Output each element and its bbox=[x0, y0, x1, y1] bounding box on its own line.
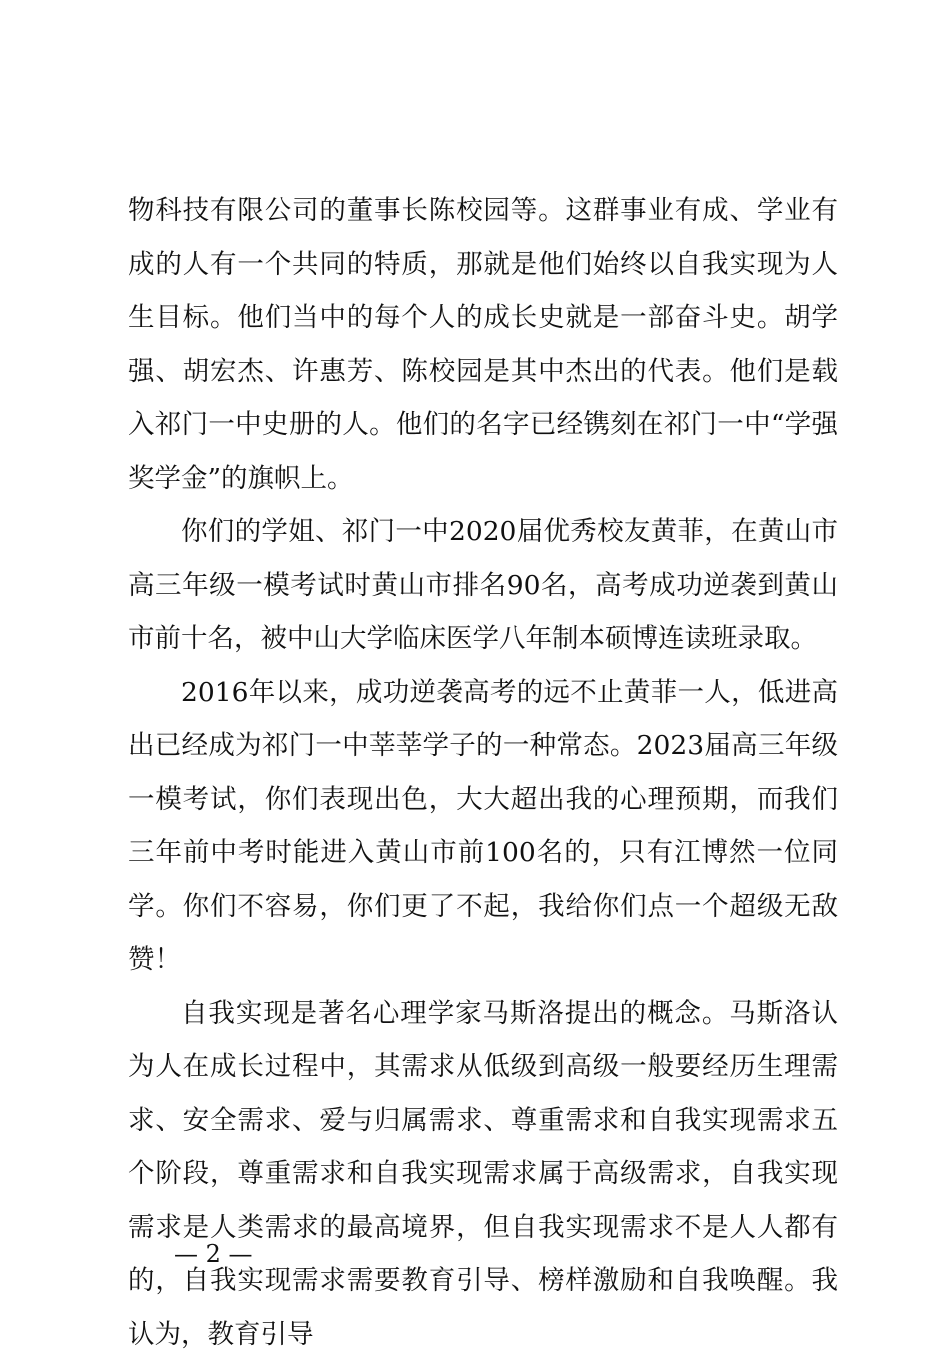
paragraph-self-actualization: 自我实现是著名心理学家马斯洛提出的概念。马斯洛认为人在成长过程中，其需求从低级到高级一般要经历生理需求、安全需求、爱与归属需求、尊重需求和自我实现需求五个阶段，尊重需求和自我实现需求属于高级需求，自我实现需求是人类需求的最高境界，但自我实现需求不是人人都有的，自我实现需求需要教育引导、榜样激励和自我唤醒。我认为，教育引导 bbox=[128, 987, 838, 1361]
paragraph-huang-fei: 你们的学姐、祁门一中2020届优秀校友黄菲，在黄山市高三年级一模考试时黄山市排名90名，高考成功逆袭到黄山市前十名，被中山大学临床医学八年制本硕博连读班录取。 bbox=[128, 505, 838, 666]
paragraph-since-2016: 2016年以来，成功逆袭高考的远不止黄菲一人，低进高出已经成为祁门一中莘莘学子的一种常态。2023届高三年级一模考试，你们表现出色，大大超出我的心理预期，而我们三年前中考时能进入黄山市前100名的，只有江博然一位同学。你们不容易，你们更了不起，我给你们点一个超级无敌赞！ bbox=[128, 666, 838, 987]
page-number: — 2 — bbox=[174, 1238, 253, 1270]
body-text bbox=[128, 184, 838, 1361]
paragraph-alumni-qualities: 物科技有限公司的董事长陈校园等。这群事业有成、学业有成的人有一个共同的特质，那就是他们始终以自我实现为人生目标。他们当中的每个人的成长史就是一部奋斗史。胡学强、胡宏杰、许惠芳、陈校园是其中杰出的代表。他们是载入祁门一中史册的人。他们的名字已经镌刻在祁门一中“学强奖学金”的旗帜上。 bbox=[128, 184, 838, 505]
